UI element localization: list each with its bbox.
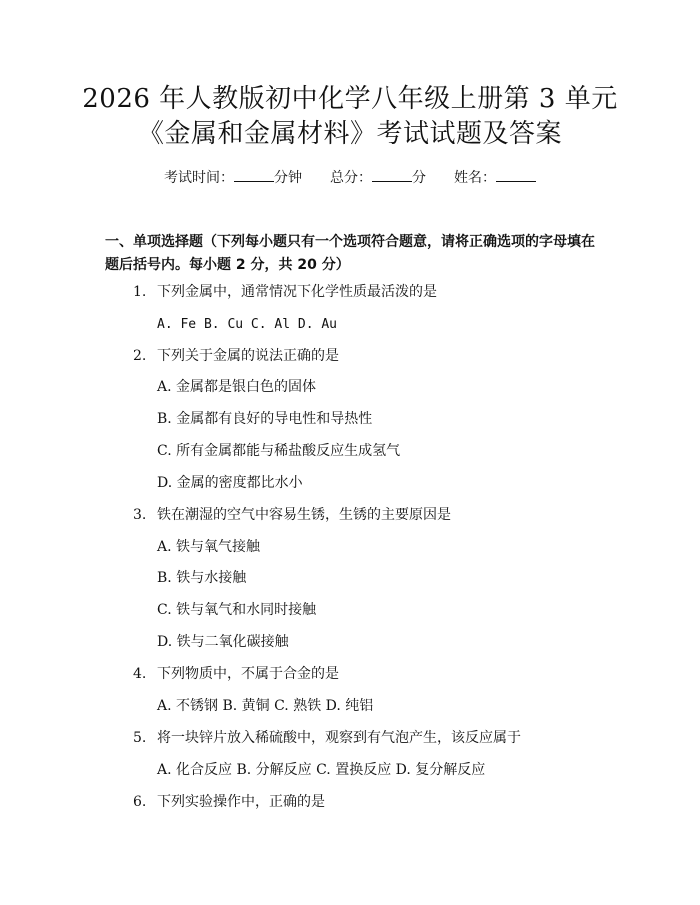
question-text: 下列实验操作中，正确的是 bbox=[157, 794, 325, 810]
question-number: 5. bbox=[133, 730, 147, 746]
student-name-label: 姓名： bbox=[454, 170, 496, 186]
question-number: 2. bbox=[133, 348, 147, 364]
question-3-option-a: A. 铁与氧气接触 bbox=[157, 539, 261, 555]
question-3-option-b: B. 铁与水接触 bbox=[157, 570, 247, 586]
student-name-group bbox=[454, 167, 536, 188]
question-3 bbox=[133, 505, 451, 525]
question-number: 3. bbox=[133, 507, 147, 523]
question-5-options: A. 化合反应 B. 分解反应 C. 置换反应 D. 复分解反应 bbox=[157, 762, 486, 778]
exam-time-group bbox=[164, 167, 302, 188]
question-6 bbox=[133, 792, 325, 812]
question-text: 铁在潮湿的空气中容易生锈，生锈的主要原因是 bbox=[157, 507, 451, 523]
question-3-option-d: D. 铁与二氧化碳接触 bbox=[157, 634, 289, 650]
total-score-group bbox=[330, 167, 426, 188]
exam-meta-row bbox=[0, 167, 700, 188]
question-4-options: A. 不锈钢 B. 黄铜 C. 熟铁 D. 纯铝 bbox=[157, 698, 374, 714]
section-heading-single-choice: 一、单项选择题（下列每小题只有一个选项符合题意，请将正确选项的字母填在题后括号内。每小题 2 分，共 20 分） bbox=[105, 234, 595, 273]
question-number: 1. bbox=[133, 284, 147, 300]
total-score-label: 总分： bbox=[330, 170, 372, 186]
question-text: 将一块锌片放入稀硫酸中，观察到有气泡产生，该反应属于 bbox=[157, 730, 521, 746]
exam-title-line-1: 2026 年人教版初中化学八年级上册第 3 单元 bbox=[82, 84, 618, 114]
exam-time-label: 考试时间： bbox=[164, 170, 234, 186]
question-text: 下列物质中，不属于合金的是 bbox=[157, 666, 339, 682]
question-text: 下列金属中，通常情况下化学性质最活泼的是 bbox=[157, 284, 437, 300]
question-number: 6. bbox=[133, 794, 147, 810]
question-1 bbox=[133, 282, 437, 302]
question-text: 下列关于金属的说法正确的是 bbox=[157, 348, 339, 364]
student-name-blank[interactable] bbox=[496, 167, 536, 182]
question-3-option-c: C. 铁与氧气和水同时接触 bbox=[157, 602, 317, 618]
question-5 bbox=[133, 728, 521, 748]
total-score-unit: 分 bbox=[412, 170, 426, 186]
question-2-option-b: B. 金属都有良好的导电性和导热性 bbox=[157, 411, 373, 427]
question-2-option-c: C. 所有金属都能与稀盐酸反应生成氢气 bbox=[157, 443, 401, 459]
total-score-blank[interactable] bbox=[372, 167, 412, 182]
option-row: A. Fe B. Cu C. Al D. Au bbox=[157, 317, 338, 332]
question-number: 4. bbox=[133, 666, 147, 682]
question-2-option-d: D. 金属的密度都比水小 bbox=[157, 475, 303, 491]
question-2 bbox=[133, 346, 339, 366]
question-1-options bbox=[157, 314, 337, 335]
exam-time-unit: 分钟 bbox=[274, 170, 302, 186]
question-4 bbox=[133, 664, 339, 684]
exam-title-line-2: 《金属和金属材料》考试试题及答案 bbox=[137, 119, 562, 149]
question-2-option-a: A. 金属都是银白色的固体 bbox=[157, 379, 317, 395]
exam-time-blank[interactable] bbox=[234, 167, 274, 182]
